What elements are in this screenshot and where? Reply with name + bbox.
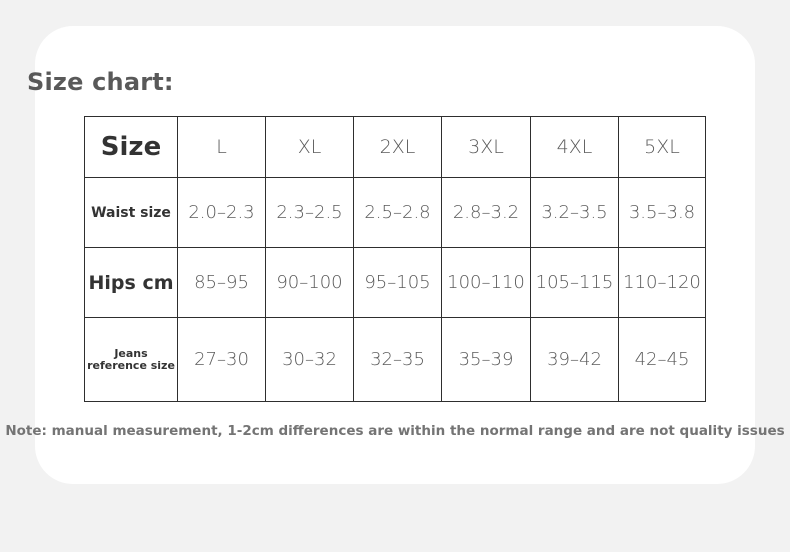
table-cell: 35–39 bbox=[442, 318, 531, 402]
hips-row-label: Hips cm bbox=[85, 248, 178, 318]
table-row-jeans bbox=[85, 318, 706, 402]
size-header-cell: 2XL bbox=[354, 117, 442, 178]
table-cell: 95–105 bbox=[354, 248, 442, 318]
size-header-cell: XL bbox=[266, 117, 354, 178]
table-cell: 85–95 bbox=[178, 248, 266, 318]
jeans-label-line1: Jeans bbox=[114, 346, 148, 360]
size-header-cell: 4XL bbox=[531, 117, 619, 178]
size-header-cell: 3XL bbox=[442, 117, 531, 178]
table-cell: 2.3–2.5 bbox=[266, 178, 354, 248]
page-title: Size chart: bbox=[27, 68, 174, 96]
table-cell: 3.2–3.5 bbox=[531, 178, 619, 248]
table-row-waist bbox=[85, 178, 706, 248]
table-cell: 32–35 bbox=[354, 318, 442, 402]
table-cell: 2.0–2.3 bbox=[178, 178, 266, 248]
table-cell: 90–100 bbox=[266, 248, 354, 318]
table-cell: 30–32 bbox=[266, 318, 354, 402]
table-cell: 39–42 bbox=[531, 318, 619, 402]
jeans-label-line2: reference size bbox=[87, 358, 175, 372]
size-header-cell: L bbox=[178, 117, 266, 178]
table-cell: 110–120 bbox=[619, 248, 706, 318]
measurement-note: Note: manual measurement, 1-2cm differences are within the normal range and are not quality issues bbox=[5, 423, 785, 439]
table-cell: 100–110 bbox=[442, 248, 531, 318]
size-header-cell: 5XL bbox=[619, 117, 706, 178]
table-cell: 42–45 bbox=[619, 318, 706, 402]
table-cell: 105–115 bbox=[531, 248, 619, 318]
table-row-hips bbox=[85, 248, 706, 318]
table-cell: 27–30 bbox=[178, 318, 266, 402]
size-chart-table bbox=[84, 116, 706, 402]
table-cell: 2.5–2.8 bbox=[354, 178, 442, 248]
jeans-row-label bbox=[85, 318, 178, 402]
size-header-label: Size bbox=[85, 117, 178, 178]
table-cell: 2.8–3.2 bbox=[442, 178, 531, 248]
table-cell: 3.5–3.8 bbox=[619, 178, 706, 248]
table-header-row bbox=[85, 117, 706, 178]
waist-row-label: Waist size bbox=[85, 178, 178, 248]
